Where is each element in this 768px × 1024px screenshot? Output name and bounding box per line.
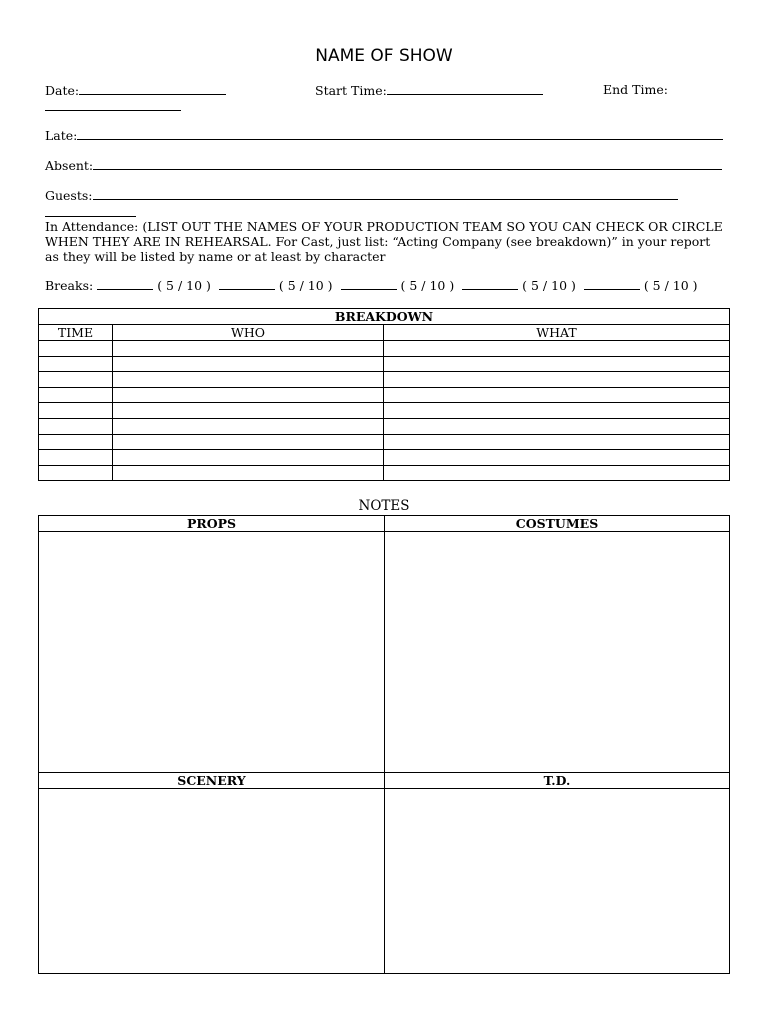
what-cell[interactable]: [384, 387, 730, 403]
break-blank[interactable]: [462, 277, 518, 290]
time-cell[interactable]: [39, 341, 113, 357]
break-blank[interactable]: [219, 277, 275, 290]
absent-blank[interactable]: [93, 157, 722, 170]
scenery-notes-area[interactable]: [39, 789, 385, 974]
table-row: [39, 403, 730, 419]
what-cell[interactable]: [384, 465, 730, 481]
guests-field[interactable]: [45, 187, 678, 203]
guests-blank[interactable]: [93, 187, 678, 200]
date-field[interactable]: [45, 82, 226, 98]
absent-field[interactable]: [45, 157, 722, 173]
start-time-label: Start Time:: [315, 83, 387, 98]
time-cell[interactable]: [39, 387, 113, 403]
column-header-what: WHAT: [384, 325, 730, 341]
what-cell[interactable]: [384, 418, 730, 434]
date-blank[interactable]: [79, 82, 226, 95]
break-blank[interactable]: [341, 277, 397, 290]
late-field[interactable]: [45, 127, 723, 143]
time-cell[interactable]: [39, 356, 113, 372]
costumes-header: COSTUMES: [385, 516, 730, 532]
time-cell[interactable]: [39, 372, 113, 388]
what-cell[interactable]: [384, 450, 730, 466]
td-header: T.D.: [385, 773, 730, 789]
column-header-who: WHO: [113, 325, 384, 341]
what-cell[interactable]: [384, 372, 730, 388]
absent-label: Absent:: [45, 158, 94, 173]
late-blank[interactable]: [77, 127, 723, 140]
page-title: NAME OF SHOW: [315, 46, 453, 66]
time-cell[interactable]: [39, 434, 113, 450]
notes-table: [38, 515, 730, 974]
table-row: [39, 356, 730, 372]
table-row: [39, 465, 730, 481]
who-cell[interactable]: [113, 465, 384, 481]
guests-label: Guests:: [45, 188, 93, 203]
table-row: [39, 434, 730, 450]
what-cell[interactable]: [384, 356, 730, 372]
column-header-time: TIME: [39, 325, 113, 341]
props-header: PROPS: [39, 516, 385, 532]
attendance-instructions: In Attendance: (LIST OUT THE NAMES OF YOUR PRODUCTION TEAM SO YOU CAN CHECK OR CIRCLE WHEN THEY ARE IN REHEARSAL. For Cast, just list: “Acting Company (see breakdown)” in your report as they will be listed by name or at least by character: [45, 219, 723, 264]
breaks-label: Breaks:: [45, 278, 94, 293]
props-notes-area[interactable]: [39, 532, 385, 773]
notes-title: NOTES: [358, 498, 410, 514]
guests-blank-continued[interactable]: [45, 204, 136, 217]
who-cell[interactable]: [113, 418, 384, 434]
table-row: [39, 372, 730, 388]
who-cell[interactable]: [113, 450, 384, 466]
breakdown-table: [38, 308, 730, 481]
time-cell[interactable]: [39, 450, 113, 466]
end-time-field[interactable]: [603, 82, 668, 97]
break-blank[interactable]: [584, 277, 640, 290]
who-cell[interactable]: [113, 387, 384, 403]
table-row: [39, 450, 730, 466]
break-option[interactable]: ( 5 / 10 ): [278, 278, 333, 293]
who-cell[interactable]: [113, 356, 384, 372]
who-cell[interactable]: [113, 341, 384, 357]
breakdown-title: BREAKDOWN: [39, 309, 730, 325]
break-option[interactable]: ( 5 / 10 ): [643, 278, 698, 293]
table-row: [39, 387, 730, 403]
costumes-notes-area[interactable]: [385, 532, 730, 773]
what-cell[interactable]: [384, 341, 730, 357]
scenery-header: SCENERY: [39, 773, 385, 789]
time-cell[interactable]: [39, 403, 113, 419]
start-time-field[interactable]: [315, 82, 543, 98]
who-cell[interactable]: [113, 403, 384, 419]
end-time-blank[interactable]: [45, 98, 181, 111]
what-cell[interactable]: [384, 403, 730, 419]
start-time-blank[interactable]: [387, 82, 543, 95]
table-row: [39, 341, 730, 357]
time-cell[interactable]: [39, 418, 113, 434]
break-blank[interactable]: [97, 277, 153, 290]
break-option[interactable]: ( 5 / 10 ): [157, 278, 211, 293]
breaks-row: [45, 277, 698, 293]
late-label: Late:: [45, 128, 78, 143]
who-cell[interactable]: [113, 434, 384, 450]
break-option[interactable]: ( 5 / 10 ): [400, 278, 455, 293]
table-row: [39, 418, 730, 434]
date-label: Date:: [45, 83, 80, 98]
who-cell[interactable]: [113, 372, 384, 388]
what-cell[interactable]: [384, 434, 730, 450]
time-cell[interactable]: [39, 465, 113, 481]
break-option[interactable]: ( 5 / 10 ): [522, 278, 576, 293]
end-time-label: End Time:: [603, 82, 668, 97]
td-notes-area[interactable]: [385, 789, 730, 974]
